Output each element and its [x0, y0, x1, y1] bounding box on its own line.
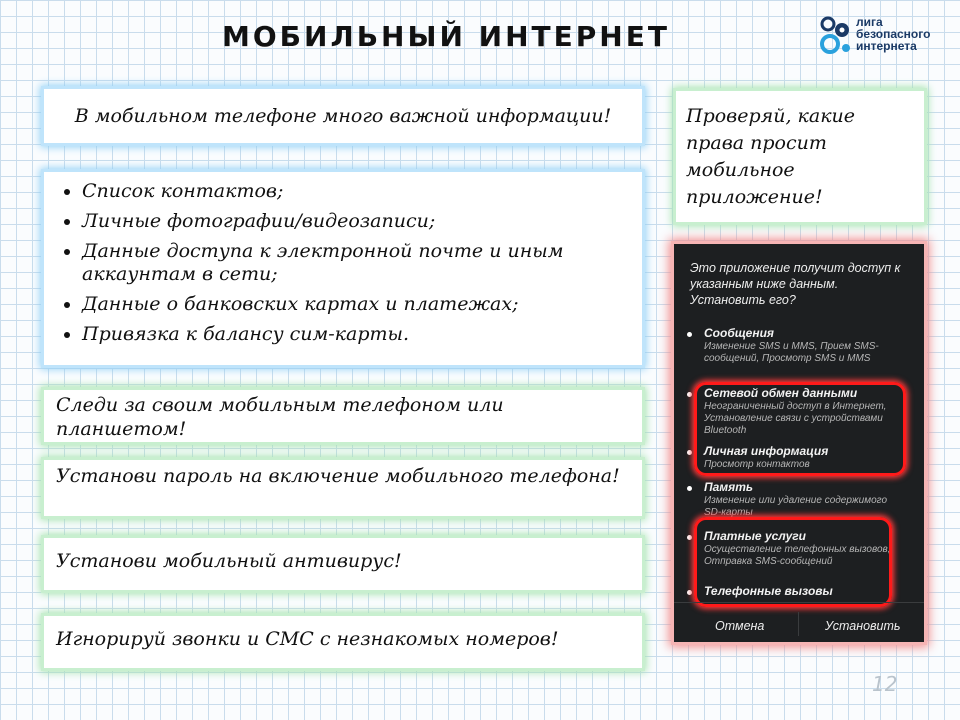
list-item: • Привязка к балансу сим-карты. [82, 323, 628, 346]
tip-text: Проверяй, какие права просит мобильное приложение! [686, 105, 856, 208]
tip-text: Игнорируй звонки и СМС с незнакомых номеров! [56, 628, 559, 650]
intro-text: В мобильном телефоне много важной информации! [74, 105, 612, 127]
logo-line-1: лига [856, 15, 883, 29]
permission-dialog-header: Это приложение получит доступ к указанным ниже данным. Установить его? [690, 261, 901, 307]
intro-card [44, 89, 642, 143]
install-button[interactable]: Установить [825, 619, 901, 633]
tip-card-antivirus [44, 538, 642, 590]
permission-title: Телефонные вызовы [704, 584, 833, 598]
permission-title: Сообщения [704, 326, 774, 340]
bullet-icon [687, 392, 692, 397]
logo-line-3: интернета [856, 39, 917, 53]
list-item: • Данные доступа к электронной почте и иным аккаунтам в сети; [82, 240, 628, 286]
permission-title: Платные услуги [704, 529, 807, 543]
cancel-button[interactable]: Отмена [715, 619, 765, 633]
permission-desc: Неограниченный доступ в Интернет, Установление связи с устройствами Bluetooth [704, 401, 887, 436]
page-number: 12 [872, 672, 898, 696]
permission-title: Память [704, 480, 754, 494]
tip-text: Следи за своим мобильным телефоном или планшетом! [56, 394, 504, 440]
list-item: • Данные о банковских картах и платежах; [82, 293, 628, 316]
logo-icon [816, 14, 854, 58]
tip-card-watch-phone [44, 390, 642, 442]
bullet-icon [687, 535, 692, 540]
bullet-icon [687, 486, 692, 491]
page-title: МОБИЛЬНЫЙ ИНТЕРНЕТ [222, 20, 670, 53]
bullet-icon [687, 332, 692, 337]
permission-item [704, 480, 904, 519]
tip-card-ignore-calls [44, 616, 642, 668]
permission-desc: Просмотр контактов [704, 459, 810, 470]
highlight-frame [694, 382, 906, 476]
bullet-icon [687, 450, 692, 455]
tip-card-check-permissions [676, 91, 924, 222]
list-item: • Список контактов; [82, 180, 628, 203]
phone-screenshot [674, 244, 924, 642]
info-list [58, 180, 628, 346]
logo [816, 14, 956, 62]
permission-desc: Изменение SMS и MMS, Прием SMS-сообщений, Просмотр SMS и MMS [704, 341, 879, 364]
divider [674, 602, 924, 603]
permission-desc: Осуществление телефонных вызовов, Отправка SMS-сообщений [704, 544, 891, 567]
divider [798, 612, 799, 636]
permission-item [704, 326, 904, 365]
tip-text: Установи пароль на включение мобильного телефона! [56, 465, 620, 487]
bullet-icon [687, 590, 692, 595]
permission-title: Сетевой обмен данными [704, 386, 858, 400]
permission-title: Личная информация [704, 444, 829, 458]
tip-text: Установи мобильный антивирус! [56, 550, 402, 572]
highlight-frame [694, 517, 892, 607]
logo-line-2: безопасного [856, 27, 931, 41]
list-item: • Личные фотографии/видеозаписи; [82, 210, 628, 233]
permission-desc: Изменение или удаление содержимого SD-карты [704, 495, 888, 518]
info-list-card [44, 172, 642, 365]
tip-card-password [44, 460, 642, 516]
